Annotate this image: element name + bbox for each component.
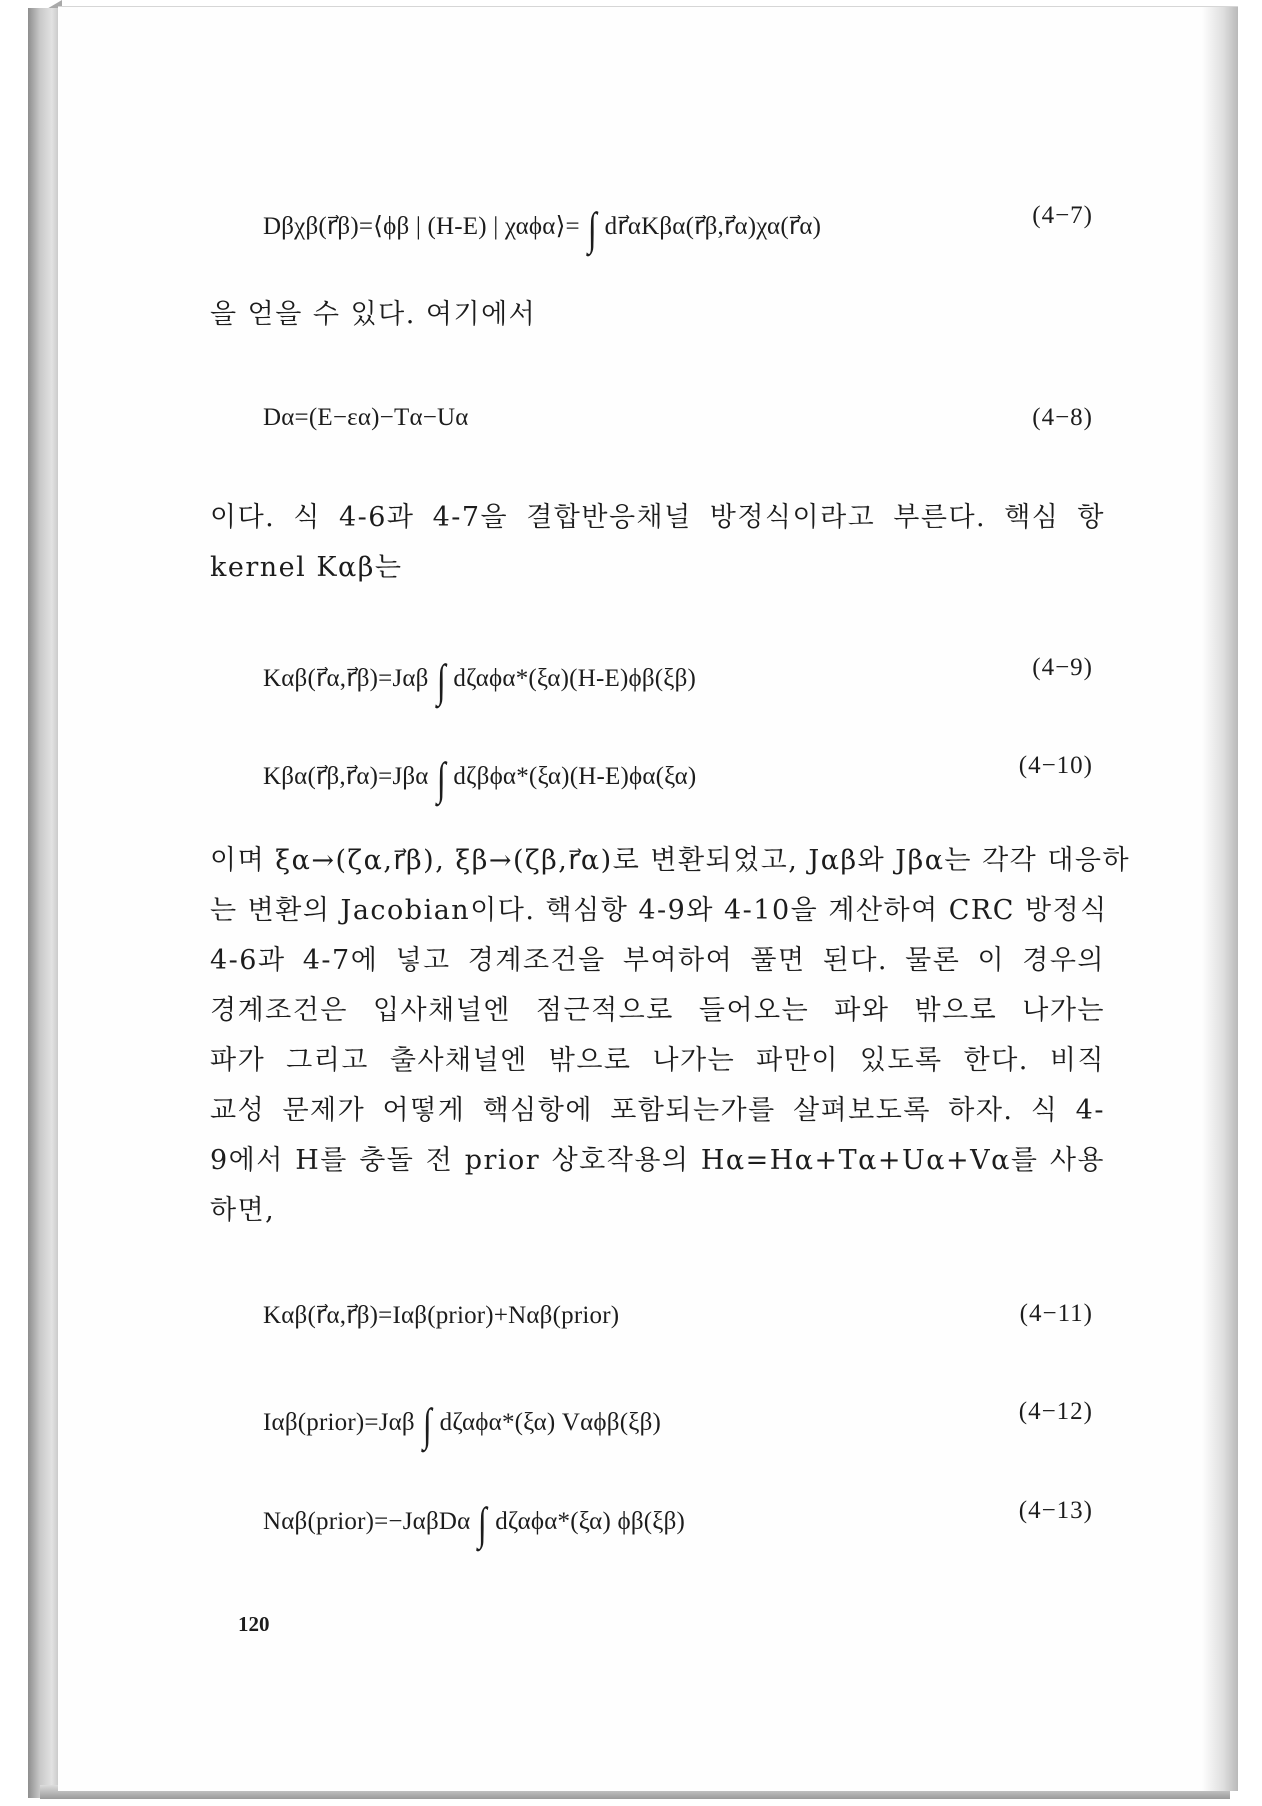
equation-4-10 bbox=[263, 738, 1093, 804]
equation-4-11-body: Kαβ(r⃗α,r⃗β)=Iαβ(prior)+Nαβ(prior) bbox=[263, 1302, 620, 1329]
page-number: 120 bbox=[238, 1612, 270, 1636]
text-line: 는 변환의 Jacobian이다. 핵심항 4-9와 4-10을 계산하여 CRC 방정식 bbox=[210, 895, 1108, 926]
equation-4-9-tail: dζαϕα*(ξα)(H-E)ϕβ(ξβ) bbox=[453, 665, 697, 692]
integral-sign: ∫ bbox=[478, 1498, 488, 1549]
equation-4-12 bbox=[263, 1384, 1093, 1450]
integral-sign: ∫ bbox=[436, 753, 446, 804]
text-line: 하면, bbox=[210, 1195, 276, 1226]
equation-4-13-body: Nαβ(prior)=−JαβDα bbox=[263, 1508, 471, 1535]
equation-number: (4−13) bbox=[1018, 1497, 1093, 1524]
equation-4-10-body: Kβα(r⃗β,r⃗α)=Jβα bbox=[263, 763, 429, 790]
text-line: 경계조건은 입사채널엔 점근적으로 들어오는 파와 밖으로 나가는 bbox=[210, 995, 1105, 1026]
text-line: 교성 문제가 어떻게 핵심항에 포함되는가를 살펴보도록 하자. 식 4- bbox=[210, 1095, 1105, 1126]
equation-number: (4−12) bbox=[1018, 1398, 1093, 1425]
text-line: kernel Kαβ는 bbox=[210, 552, 403, 583]
integral-sign: ∫ bbox=[422, 1399, 432, 1450]
equation-4-12-tail: dζαϕα*(ξα) Vαϕβ(ξβ) bbox=[439, 1409, 662, 1436]
text-line: 이며 ξα→(ζα,r⃗β), ξβ→(ζβ,r⃗α)로 변환되었고, Jαβ와 Jβα는 각각 대응하 bbox=[210, 845, 1131, 876]
equation-4-12-body: Iαβ(prior)=Jαβ bbox=[263, 1409, 415, 1436]
equation-4-9 bbox=[263, 640, 1093, 706]
equation-number: (4−9) bbox=[1032, 654, 1093, 681]
equation-number: (4−11) bbox=[1019, 1300, 1093, 1327]
equation-4-7-tail: dr⃗αKβα(r⃗β,r⃗α)χα(r⃗α) bbox=[604, 213, 822, 240]
integral-sign: ∫ bbox=[436, 655, 446, 706]
page-right-shadow bbox=[1202, 7, 1238, 1791]
equation-4-7 bbox=[263, 188, 1093, 254]
equation-4-11 bbox=[263, 1286, 1093, 1346]
equation-number: (4−8) bbox=[1032, 404, 1093, 431]
integral-sign: ∫ bbox=[587, 203, 597, 254]
book-spine-edge bbox=[28, 8, 62, 1798]
equation-4-9-body: Kαβ(r⃗α,r⃗β)=Jαβ bbox=[263, 665, 429, 692]
equation-4-7-body: Dβχβ(r⃗β)=⟨ϕβ | (H-E) | χαϕα⟩= bbox=[263, 213, 580, 240]
equation-number: (4−10) bbox=[1018, 752, 1093, 779]
equation-4-10-tail: dζβϕα*(ξα)(H-E)ϕα(ξα) bbox=[453, 763, 697, 790]
equation-4-8-body: Dα=(E−εα)−Tα−Uα bbox=[263, 404, 469, 431]
equation-number: (4−7) bbox=[1032, 202, 1093, 229]
text-line: 이다. 식 4-6과 4-7을 결합반응채널 방정식이라고 부른다. 핵심 항 bbox=[210, 502, 1105, 533]
text-line: 4-6과 4-7에 넣고 경계조건을 부여하여 풀면 된다. 물론 이 경우의 bbox=[210, 945, 1105, 976]
equation-4-13 bbox=[263, 1483, 1093, 1549]
equation-4-8 bbox=[263, 390, 1093, 450]
text-line: 9에서 H를 충돌 전 prior 상호작용의 Hα=Hα+Tα+Uα+Vα를 사용 bbox=[210, 1145, 1105, 1176]
equation-4-13-tail: dζαϕα*(ξα) ϕβ(ξβ) bbox=[495, 1508, 686, 1535]
text-line: 을 얻을 수 있다. 여기에서 bbox=[210, 299, 537, 330]
text-line: 파가 그리고 출사채널엔 밖으로 나가는 파만이 있도록 한다. 비직 bbox=[210, 1045, 1105, 1076]
